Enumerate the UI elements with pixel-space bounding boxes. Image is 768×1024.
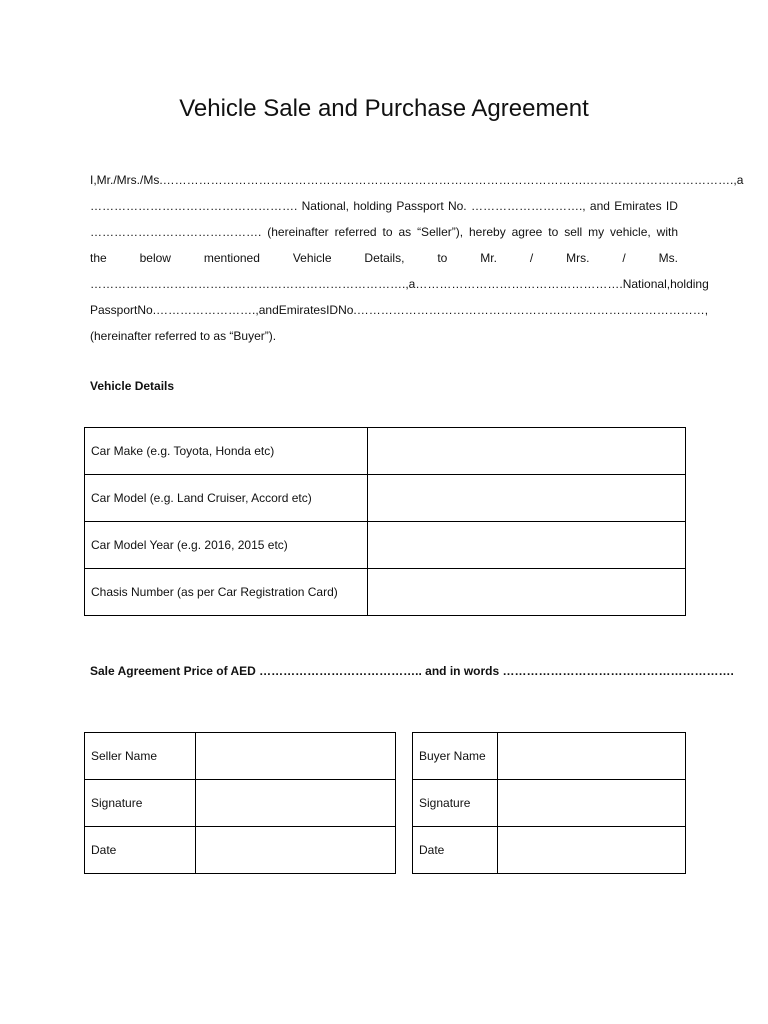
paragraph-word: referred <box>334 225 377 239</box>
vehicle-details-heading: Vehicle Details <box>90 379 175 393</box>
paragraph-line-2 <box>90 198 678 214</box>
paragraph-word: vehicle, <box>610 225 651 239</box>
paragraph-word: ……………………………………. <box>90 225 262 239</box>
vehicle-detail-row-label: Car Model Year (e.g. 2016, 2015 etc) <box>85 522 368 569</box>
paragraph-word: with <box>656 225 678 239</box>
paragraph-word: ID <box>665 199 678 213</box>
paragraph-line-5 <box>90 276 709 292</box>
paragraph-word: ……………………………………………………………………………, <box>356 303 709 317</box>
vehicle-detail-row <box>85 475 686 522</box>
vehicle-detail-row-value-field[interactable] <box>368 428 686 475</box>
paragraph-word: No. <box>338 303 357 317</box>
paragraph-line-4 <box>90 250 678 266</box>
buyer-table <box>412 732 686 874</box>
paragraph-word: below <box>139 251 171 265</box>
paragraph-word: ……………………………………………. <box>90 199 298 213</box>
vehicle-detail-row <box>85 428 686 475</box>
paragraph-word: Emirates <box>278 303 327 317</box>
paragraph-word: Mr. <box>480 251 497 265</box>
paragraph-line-7: (hereinafter referred to as “Buyer”). <box>90 329 277 343</box>
paragraph-word: and <box>589 199 610 213</box>
paragraph-word: to <box>382 225 393 239</box>
paragraph-word: my <box>588 225 605 239</box>
vehicle-detail-row <box>85 522 686 569</box>
paragraph-word: Passport <box>90 303 138 317</box>
paragraph-word: Passport <box>396 199 444 213</box>
vehicle-details-table <box>84 427 686 616</box>
buyer-row-value-field[interactable] <box>498 780 686 827</box>
buyer-row <box>413 733 686 780</box>
vehicle-detail-row-value-field[interactable] <box>368 569 686 616</box>
paragraph-word: a <box>736 173 744 187</box>
seller-table <box>84 732 396 874</box>
vehicle-detail-row <box>85 569 686 616</box>
seller-row-label: Signature <box>85 780 196 827</box>
buyer-row <box>413 827 686 874</box>
buyer-row-value-field[interactable] <box>498 827 686 874</box>
paragraph-line-3 <box>90 224 678 240</box>
seller-row <box>85 780 396 827</box>
vehicle-detail-row-label: Car Model (e.g. Land Cruiser, Accord etc) <box>85 475 368 522</box>
paragraph-word: / <box>622 251 626 265</box>
buyer-row <box>413 780 686 827</box>
paragraph-word: No. <box>447 199 467 213</box>
paragraph-word: “Seller”), <box>417 225 464 239</box>
paragraph-word: Ms. <box>658 251 678 265</box>
paragraph-word: …………………………………………………………………………………………….………………………………., <box>162 173 737 187</box>
paragraph-word: ID <box>326 303 339 317</box>
paragraph-word: hereby <box>469 225 506 239</box>
paragraph-word: and <box>258 303 279 317</box>
paragraph-word: to <box>437 251 448 265</box>
vehicle-detail-row-value-field[interactable] <box>368 475 686 522</box>
paragraph-word: a <box>408 277 416 291</box>
buyer-row-label: Date <box>413 827 498 874</box>
seller-row <box>85 733 396 780</box>
paragraph-word: Vehicle <box>292 251 332 265</box>
buyer-row-value-field[interactable] <box>498 733 686 780</box>
buyer-row-label: Signature <box>413 780 498 827</box>
paragraph-word: as <box>398 225 412 239</box>
paragraph-word: mentioned <box>203 251 260 265</box>
document-title: Vehicle Sale and Purchase Agreement <box>179 95 589 122</box>
paragraph-word: National, <box>301 199 350 213</box>
sale-price-line: Sale Agreement Price of AED ………………………………….. and in words …………………………………………………. <box>90 664 734 678</box>
paragraph-word: the <box>90 251 107 265</box>
paragraph-line-1 <box>90 172 744 188</box>
seller-row-value-field[interactable] <box>196 733 396 780</box>
paragraph-line-6 <box>90 302 709 318</box>
paragraph-word: Details, <box>364 251 405 265</box>
paragraph-word: National, <box>622 277 671 291</box>
paragraph-word: holding <box>353 199 393 213</box>
vehicle-detail-row-label: Chasis Number (as per Car Registration Card) <box>85 569 368 616</box>
paragraph-word: ………………………., <box>470 199 586 213</box>
buyer-row-label: Buyer Name <box>413 733 498 780</box>
seller-row-label: Seller Name <box>85 733 196 780</box>
paragraph-word: I, <box>90 173 97 187</box>
seller-row <box>85 827 396 874</box>
vehicle-detail-row-value-field[interactable] <box>368 522 686 569</box>
paragraph-word: (hereinafter <box>267 225 329 239</box>
vehicle-detail-row-label: Car Make (e.g. Toyota, Honda etc) <box>85 428 368 475</box>
paragraph-word: Emirates <box>614 199 662 213</box>
paragraph-word: ……………………………………………. <box>415 277 623 291</box>
paragraph-word: holding <box>670 277 709 291</box>
seller-row-label: Date <box>85 827 196 874</box>
paragraph-word: sell <box>564 225 583 239</box>
paragraph-word: to <box>548 225 559 239</box>
paragraph-word: No. <box>137 303 157 317</box>
paragraph-word: Mrs. <box>566 251 590 265</box>
paragraph-word: / <box>529 251 534 265</box>
seller-row-value-field[interactable] <box>196 827 396 874</box>
paragraph-word: agree <box>511 225 543 239</box>
paragraph-word: ……………………………………………………………………., <box>90 277 409 291</box>
seller-row-value-field[interactable] <box>196 780 396 827</box>
paragraph-word: ……………………., <box>156 303 259 317</box>
paragraph-word: Mr./Mrs./Ms. <box>96 173 163 187</box>
